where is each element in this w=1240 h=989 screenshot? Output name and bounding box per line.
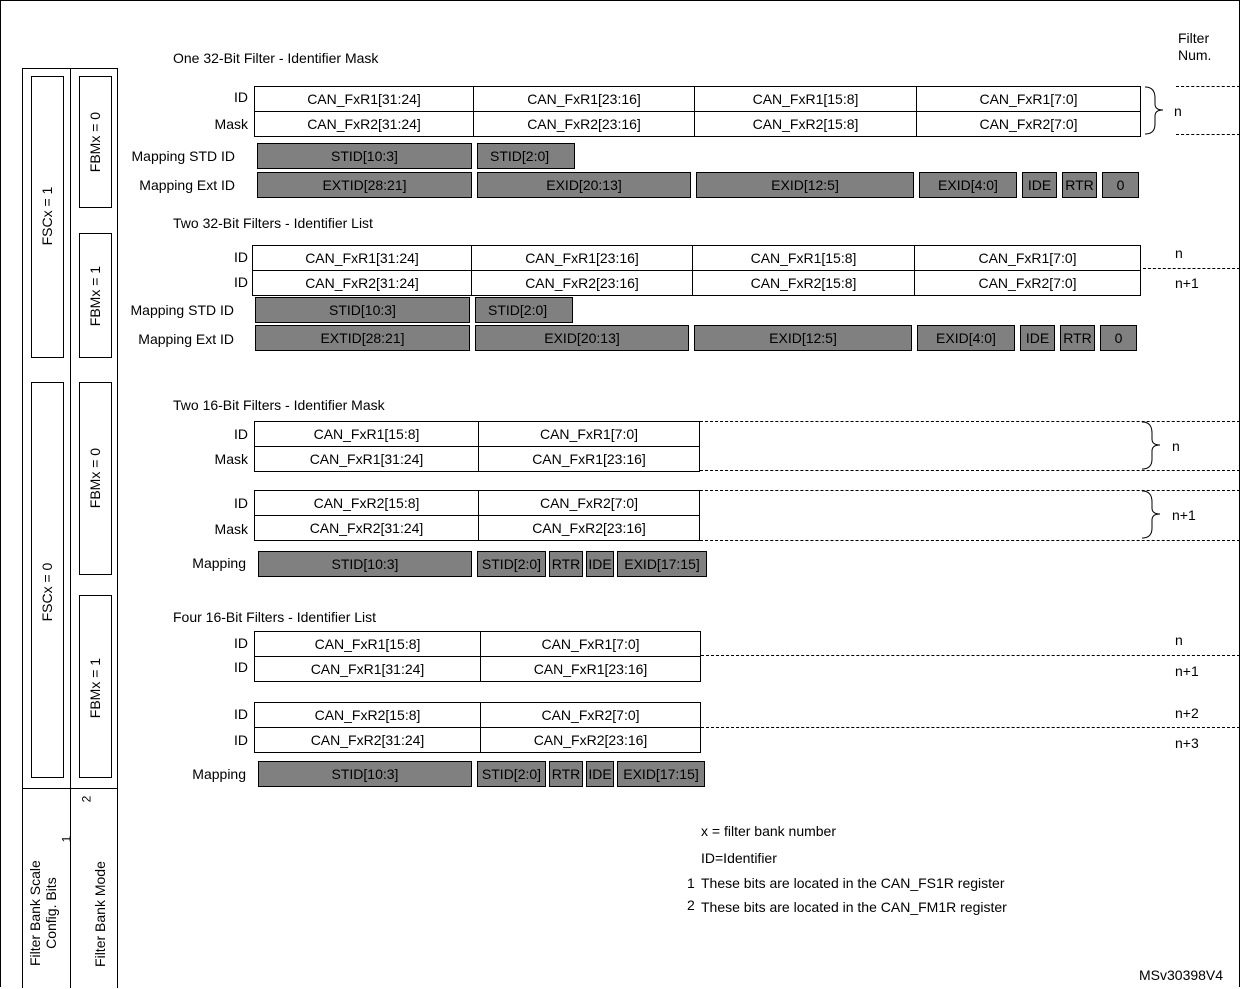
s4-dash: [701, 727, 1240, 728]
legend-id: ID=Identifier: [701, 850, 777, 866]
s3-a-id-cell: CAN_FxR1[15:8]: [254, 421, 479, 447]
s3-a-id-cell: CAN_FxR1[7:0]: [478, 421, 700, 447]
s2-id2-cell: CAN_FxR2[7:0]: [914, 270, 1141, 296]
s4-id-cell: CAN_FxR1[23:16]: [480, 656, 701, 682]
s2-ext-cell: EXTID[28:21]: [255, 325, 470, 351]
legend-footnote-2: These bits are located in the CAN_FM1R register: [701, 899, 1007, 915]
scale-config-label-line1: Filter Bank Scale: [26, 860, 43, 967]
filter-num-header: [1178, 31, 1211, 62]
s4-id-label: ID: [234, 706, 248, 722]
s1-mask-cell: CAN_FxR2[31:24]: [254, 111, 474, 137]
s2-filter-num-1: n: [1175, 245, 1183, 261]
s3-filter-num-2: n+1: [1172, 507, 1196, 523]
s2-id2-cell: CAN_FxR2[31:24]: [252, 270, 472, 296]
s1-dash-bottom: [1176, 134, 1240, 135]
s1-ext-cell: RTR: [1062, 172, 1097, 198]
s3-a-mask-cell: CAN_FxR1[31:24]: [254, 446, 479, 472]
s4-map-cell: STID[2:0]: [477, 761, 546, 787]
s2-dash: [1143, 268, 1240, 269]
s3-map-cell: RTR: [549, 551, 583, 577]
s2-std-cell: STID[10:3]: [255, 297, 470, 323]
s4-dash: [701, 655, 1240, 656]
s4-map-cell: STID[10:3]: [258, 761, 472, 787]
s1-filter-num: n: [1174, 103, 1182, 119]
filter-num-header-line2: Num.: [1178, 47, 1212, 63]
s3-b-mask-cell: CAN_FxR2[23:16]: [478, 515, 700, 541]
s3-map-cell: STID[2:0]: [477, 551, 546, 577]
section2-title: Two 32-Bit Filters - Identifier List: [173, 215, 373, 231]
s4-filter-num-4: n+3: [1175, 735, 1199, 751]
fsc0-label: FSCx = 0: [38, 562, 55, 622]
legend-footnote-1: These bits are located in the CAN_FS1R register: [701, 875, 1005, 891]
scale-config-label: [27, 838, 59, 988]
s4-filter-num-1: n: [1175, 632, 1183, 648]
s2-id1-cell: CAN_FxR1[15:8]: [692, 245, 915, 271]
s3-b-mask-cell: CAN_FxR2[31:24]: [254, 515, 479, 541]
s3-map-label: Mapping: [192, 555, 246, 571]
fbm1-label-2: FBMx = 1: [86, 657, 103, 719]
legend-footnote-1-mark: 1: [687, 875, 695, 891]
s3-a-mask-cell: CAN_FxR1[23:16]: [478, 446, 700, 472]
s1-id-cell: CAN_FxR1[15:8]: [694, 86, 917, 112]
side-footer-divider: [22, 788, 118, 789]
s2-map-ext-label: Mapping Ext ID: [138, 331, 234, 347]
s1-brace: [1143, 86, 1173, 136]
s4-map-label: Mapping: [192, 766, 246, 782]
s1-dash-top: [1176, 86, 1240, 87]
s1-std-cell: STID[2:0]: [477, 143, 575, 169]
scale-config-label-line2: Config. Bits: [43, 877, 59, 949]
s4-filter-num-3: n+2: [1175, 705, 1199, 721]
s4-map-cell: RTR: [549, 761, 583, 787]
s4-map-cell: EXID[17:15]: [617, 761, 705, 787]
s3-map-cell: IDE: [586, 551, 614, 577]
s2-id1-cell: CAN_FxR1[31:24]: [252, 245, 472, 271]
s3-map-cell: STID[10:3]: [258, 551, 472, 577]
s1-id-cell: CAN_FxR1[31:24]: [254, 86, 474, 112]
figure-id: MSv30398V4: [1139, 967, 1224, 983]
s1-mask-label: Mask: [214, 116, 248, 132]
s3-b-mask-label: Mask: [214, 521, 248, 537]
section1-title: One 32-Bit Filter - Identifier Mask: [173, 50, 379, 66]
s1-map-std-label: Mapping STD ID: [131, 148, 235, 164]
fsc1-label: FSCx = 1: [38, 186, 55, 246]
s3-map-cell: EXID[17:15]: [617, 551, 707, 577]
s2-std-cell: STID[2:0]: [475, 297, 573, 323]
fbm0-label-1: FBMx = 0: [86, 111, 103, 173]
fbm0-label-2: FBMx = 0: [86, 447, 103, 509]
s4-id-label: ID: [234, 732, 248, 748]
s2-ext-cell: EXID[20:13]: [475, 325, 689, 351]
s2-id1-label: ID: [234, 249, 248, 265]
s1-ext-cell: EXID[12:5]: [696, 172, 914, 198]
s2-id1-cell: CAN_FxR1[7:0]: [914, 245, 1141, 271]
section4-title: Four 16-Bit Filters - Identifier List: [173, 609, 377, 625]
s3-b-id-label: ID: [234, 495, 248, 511]
s1-id-label: ID: [234, 89, 248, 105]
s1-mask-cell: CAN_FxR2[15:8]: [694, 111, 917, 137]
s3-b-id-cell: CAN_FxR2[15:8]: [254, 490, 479, 516]
mode-label: Filter Bank Mode: [91, 861, 108, 967]
s2-filter-num-2: n+1: [1175, 275, 1199, 291]
s1-mask-cell: CAN_FxR2[23:16]: [473, 111, 695, 137]
mode-footnote: 2: [79, 795, 94, 803]
s1-id-cell: CAN_FxR1[23:16]: [473, 86, 695, 112]
s4-id-cell: CAN_FxR2[7:0]: [480, 702, 701, 728]
legend-footnote-2-mark: 2: [687, 897, 695, 913]
s4-map-cell: IDE: [586, 761, 614, 787]
s4-filter-num-2: n+1: [1175, 663, 1199, 679]
s1-ext-cell: EXTID[28:21]: [257, 172, 472, 198]
s1-ext-cell: IDE: [1022, 172, 1057, 198]
filter-num-header-line1: Filter: [1178, 30, 1210, 46]
s3-b-id-cell: CAN_FxR2[7:0]: [478, 490, 700, 516]
section3-title: Two 16-Bit Filters - Identifier Mask: [173, 397, 385, 413]
s3-brace-b: [1140, 490, 1170, 540]
s3-filter-num-1: n: [1172, 438, 1180, 454]
s1-std-cell: STID[10:3]: [257, 143, 472, 169]
s2-id2-cell: CAN_FxR2[23:16]: [471, 270, 693, 296]
s2-id2-cell: CAN_FxR2[15:8]: [692, 270, 915, 296]
s3-dash: [700, 540, 1240, 541]
s2-map-std-label: Mapping STD ID: [130, 302, 234, 318]
fbm1-label-1: FBMx = 1: [86, 265, 103, 327]
s2-ext-cell: RTR: [1060, 325, 1095, 351]
s4-id-cell: CAN_FxR1[15:8]: [254, 631, 481, 657]
legend-x: x = filter bank number: [701, 823, 837, 839]
s2-ext-cell: EXID[4:0]: [917, 325, 1015, 351]
s2-ext-cell: EXID[12:5]: [694, 325, 912, 351]
s3-a-id-label: ID: [234, 426, 248, 442]
s2-id1-cell: CAN_FxR1[23:16]: [471, 245, 693, 271]
side-panel-divider: [70, 68, 71, 988]
s1-mask-cell: CAN_FxR2[7:0]: [916, 111, 1141, 137]
s4-id-cell: CAN_FxR2[15:8]: [254, 702, 481, 728]
s1-ext-cell: EXID[4:0]: [919, 172, 1017, 198]
s1-id-cell: CAN_FxR1[7:0]: [916, 86, 1141, 112]
s1-ext-cell: EXID[20:13]: [477, 172, 691, 198]
s2-ext-cell: 0: [1100, 325, 1137, 351]
s3-a-mask-label: Mask: [214, 451, 248, 467]
scale-config-footnote: 1: [59, 835, 74, 843]
s4-id-cell: CAN_FxR2[23:16]: [480, 727, 701, 753]
s4-id-cell: CAN_FxR1[31:24]: [254, 656, 481, 682]
s4-id-label: ID: [234, 659, 248, 675]
s4-id-label: ID: [234, 635, 248, 651]
s2-id2-label: ID: [234, 274, 248, 290]
s1-map-ext-label: Mapping Ext ID: [139, 177, 235, 193]
s4-id-cell: CAN_FxR1[7:0]: [480, 631, 701, 657]
s4-id-cell: CAN_FxR2[31:24]: [254, 727, 481, 753]
s1-ext-cell: 0: [1102, 172, 1139, 198]
s2-ext-cell: IDE: [1020, 325, 1055, 351]
s3-brace-a: [1140, 421, 1170, 471]
